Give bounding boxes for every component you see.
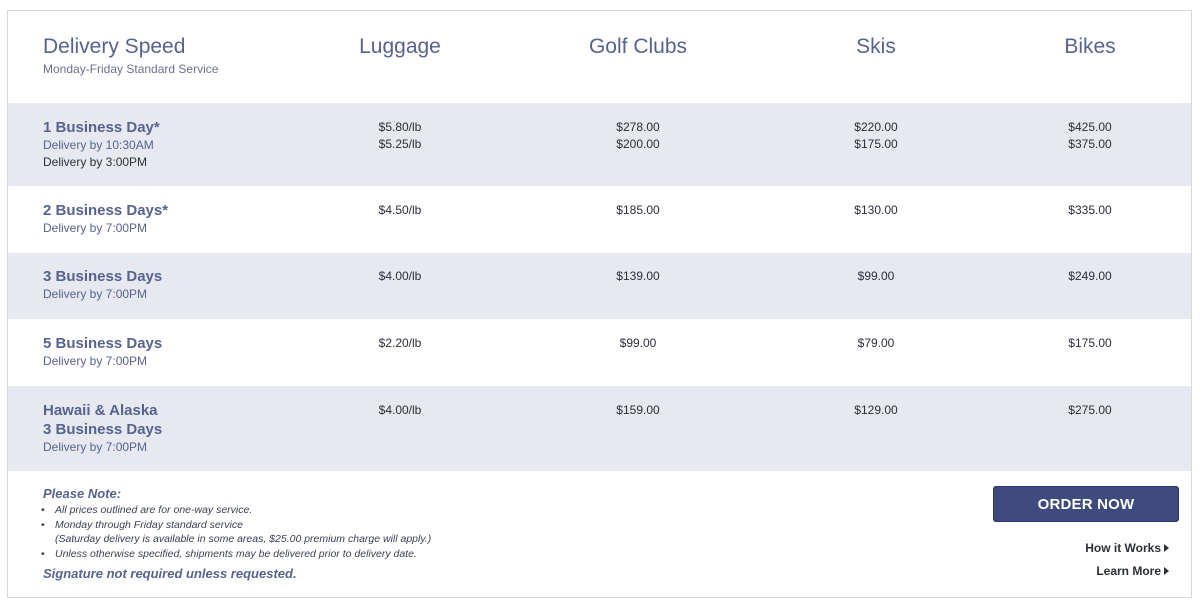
learn-more-label: Learn More	[1096, 564, 1161, 578]
column-header-golf-clubs: Golf Clubs	[588, 35, 688, 58]
row-speed-title: 5 Business Days	[43, 335, 163, 352]
price-value: $99.00	[857, 269, 895, 283]
column-header-luggage: Luggage	[359, 35, 441, 58]
row-speed-title: 2 Business Days*	[43, 202, 169, 219]
arrow-right-icon	[1164, 567, 1169, 575]
column-header-bikes: Bikes	[1064, 35, 1116, 58]
price-cell	[538, 119, 738, 153]
note-item: • Monday through Friday standard service	[41, 518, 431, 533]
row-delivery-time: Delivery by 7:00PM	[43, 354, 148, 368]
note-item: • All prices outlined are for one-way service.	[41, 503, 431, 518]
price-value: $200.00	[616, 137, 660, 151]
row-delivery-time: Delivery by 7:00PM	[43, 287, 148, 301]
pricing-table	[7, 10, 1192, 598]
price-value: $4.00/lb	[378, 403, 422, 417]
column-header-skis: Skis	[856, 35, 896, 58]
row-delivery-time: Delivery by 7:00PM	[43, 440, 148, 454]
price-value: $175.00	[854, 137, 898, 151]
note-item: • Unless otherwise specified, shipments may be delivered prior to delivery date.	[41, 547, 431, 562]
price-cell	[990, 119, 1190, 153]
row-delivery-time: Delivery by 10:30AM	[43, 138, 154, 152]
price-value: $129.00	[854, 403, 898, 417]
table-row	[8, 386, 1191, 471]
how-it-works-link[interactable]	[1085, 541, 1169, 555]
row-speed-title: 3 Business Days	[43, 268, 163, 285]
price-value: $425.00	[1068, 120, 1112, 134]
notes-title: Please Note:	[43, 486, 122, 501]
price-value: $4.50/lb	[378, 203, 422, 217]
price-value: $185.00	[616, 203, 660, 217]
note-item-continuation: (Saturday delivery is available in some areas, $25.00 premium charge will apply.)	[55, 533, 432, 545]
table-row	[8, 319, 1191, 386]
price-value: $278.00	[616, 120, 660, 134]
table-row	[8, 253, 1191, 319]
price-value: $99.00	[619, 336, 657, 350]
row-speed-title: Hawaii & Alaska	[43, 402, 158, 419]
row-delivery-time: Delivery by 3:00PM	[43, 155, 148, 169]
price-value: $5.80/lb	[378, 120, 422, 134]
price-cell	[300, 119, 500, 153]
price-value: $220.00	[854, 120, 898, 134]
price-value: $375.00	[1068, 137, 1112, 151]
price-value: $249.00	[1068, 269, 1112, 283]
header-title: Delivery Speed	[43, 35, 186, 58]
table-header	[8, 11, 1191, 103]
how-it-works-label: How it Works	[1085, 541, 1161, 555]
price-value: $175.00	[1068, 336, 1112, 350]
table-row	[8, 103, 1191, 186]
row-speed-title-secondary: 3 Business Days	[43, 421, 163, 438]
learn-more-link[interactable]	[1096, 564, 1169, 578]
header-subtitle: Monday-Friday Standard Service	[43, 62, 219, 76]
price-value: $4.00/lb	[378, 269, 422, 283]
price-value: $5.25/lb	[378, 137, 422, 151]
order-now-button[interactable]: ORDER NOW	[993, 486, 1179, 522]
price-value: $79.00	[857, 336, 895, 350]
table-row	[8, 186, 1191, 253]
price-cell	[776, 119, 976, 153]
row-delivery-time: Delivery by 7:00PM	[43, 221, 148, 235]
price-value: $159.00	[616, 403, 660, 417]
price-value: $139.00	[616, 269, 660, 283]
signature-note: Signature not required unless requested.	[43, 566, 297, 581]
price-value: $130.00	[854, 203, 898, 217]
notes-list	[41, 503, 431, 561]
price-value: $275.00	[1068, 403, 1112, 417]
price-value: $2.20/lb	[378, 336, 422, 350]
row-speed-title: 1 Business Day*	[43, 119, 160, 136]
arrow-right-icon	[1164, 544, 1169, 552]
price-value: $335.00	[1068, 203, 1112, 217]
